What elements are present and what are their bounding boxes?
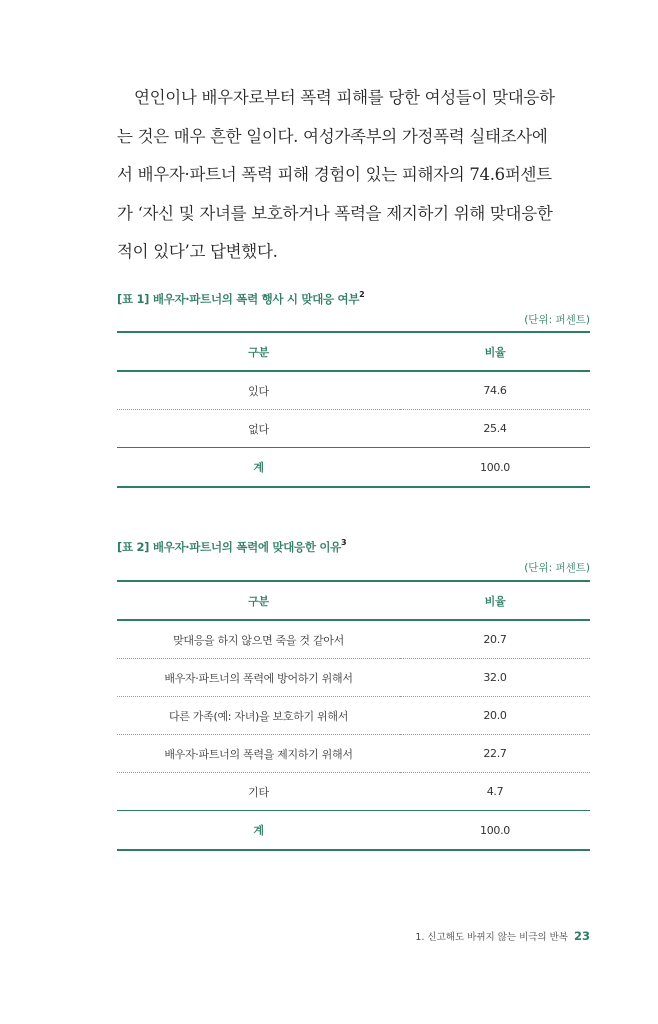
table1-unit: (단위: 퍼센트) xyxy=(524,314,590,326)
paragraph-line: 는 것은 매우 흔한 일이다. 여성가족부의 가정폭력 실태조사에 xyxy=(117,126,548,146)
page-number: 23 xyxy=(573,929,590,943)
row-label: 맞대응을 하지 않으면 죽을 것 같아서 xyxy=(117,620,400,659)
total-label: 계 xyxy=(117,811,400,851)
row-value: 4.7 xyxy=(486,785,504,798)
header-ratio: 비율 xyxy=(400,581,590,620)
paragraph-line: 서 배우자·파트너 폭력 피해 경험이 있는 피해자의 74.6퍼센트 xyxy=(117,165,552,184)
paragraph-line: 연인이나 배우자로부터 폭력 피해를 당한 여성들이 맞대응하 xyxy=(134,88,555,107)
row-value: 74.6 xyxy=(400,371,590,410)
row-value: 22.7 xyxy=(400,735,590,773)
row-label: 기타 xyxy=(248,785,269,799)
row-value: 20.0 xyxy=(400,697,590,735)
row-label: 배우자·파트너의 폭력을 제지하기 위해서 xyxy=(117,735,400,773)
header-category: 구분 xyxy=(117,581,400,620)
total-value: 100.0 xyxy=(400,811,590,851)
table1-caption-text: [표 1] 배우자·파트너의 폭력 행사 시 맞대응 여부 xyxy=(117,292,360,306)
page-footer xyxy=(415,929,590,943)
total-row xyxy=(117,448,590,488)
row-label: 다른 가족(예: 자녀)을 보호하기 위해서 xyxy=(117,697,400,735)
table2-caption-text: [표 2] 배우자·파트너의 폭력에 맞대응한 이유 xyxy=(117,540,341,554)
table-row xyxy=(117,410,590,448)
table2 xyxy=(117,580,590,851)
row-label: 배우자·파트너의 폭력에 방어하기 위해서 xyxy=(117,659,400,697)
chapter-title: 1. 신고해도 바뀌지 않는 비극의 반복 xyxy=(415,932,568,943)
table-row xyxy=(117,773,590,811)
table-header-row xyxy=(117,581,590,620)
row-label: 있다 xyxy=(117,371,400,410)
body-paragraph xyxy=(117,79,593,272)
table-row xyxy=(117,697,590,735)
header-ratio: 비율 xyxy=(400,332,590,371)
table-row xyxy=(117,620,590,659)
table1-footnote: 2 xyxy=(359,290,365,300)
table-row xyxy=(117,735,590,773)
paragraph-line: 가 ‘자신 및 자녀를 보호하거나 폭력을 제지하기 위해 맞대응한 xyxy=(117,203,553,223)
table2-unit: (단위: 퍼센트) xyxy=(524,562,590,574)
total-label: 계 xyxy=(117,448,400,488)
table-row xyxy=(117,659,590,697)
paragraph-line: 적이 있다’고 답변했다. xyxy=(117,242,278,261)
row-value: 25.4 xyxy=(483,422,507,435)
row-label: 없다 xyxy=(248,422,269,436)
row-value: 20.7 xyxy=(400,620,590,659)
table2-footnote: 3 xyxy=(340,538,347,548)
table-row xyxy=(117,371,590,410)
total-value: 100.0 xyxy=(400,448,590,488)
table1-caption xyxy=(117,291,364,307)
row-value: 32.0 xyxy=(400,659,590,697)
table-header-row xyxy=(117,332,590,371)
total-row xyxy=(117,811,590,851)
table2-caption xyxy=(117,539,346,555)
header-category: 구분 xyxy=(117,332,400,371)
table1 xyxy=(117,331,590,488)
